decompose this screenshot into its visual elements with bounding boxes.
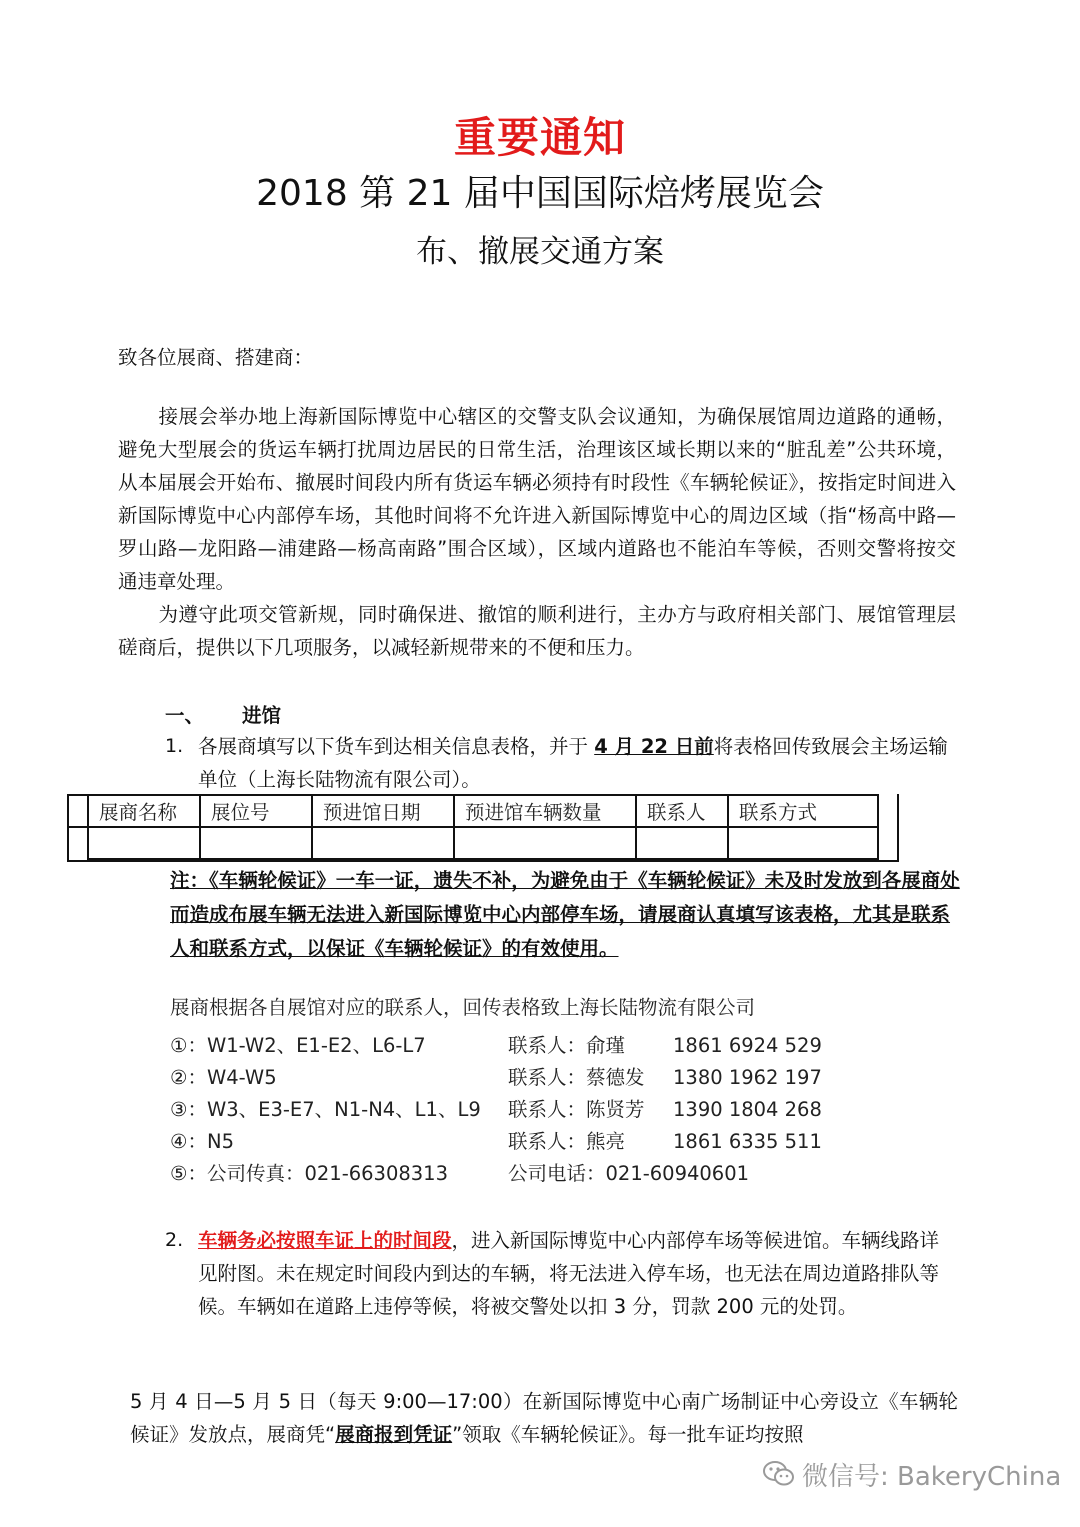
section-title: 进馆: [242, 704, 282, 727]
table-header-cell: 联系人: [636, 795, 728, 827]
item-number: 1.: [165, 735, 184, 757]
watermark-text: 微信号: BakeryChina: [802, 1462, 1062, 1492]
contact-person: 联系人：熊亮: [508, 1130, 626, 1153]
table-header-cell: 展商名称: [88, 795, 200, 827]
document-subtitle: 布、撤展交通方案: [416, 234, 664, 270]
wechat-icon: [762, 1459, 796, 1496]
section-heading: [165, 700, 281, 728]
table-cell[interactable]: [454, 827, 636, 859]
item-number: 2.: [165, 1229, 184, 1251]
contact-row: [170, 1062, 822, 1090]
paragraph-intro: 接展会举办地上海新国际博览中心辖区的交警支队会议通知，为确保展馆周边道路的通畅，避免大型展会的货运车辆打扰周边居民的日常生活，治理该区域长期以来的“脏乱差”公共环境，从本届展会开始布、撤展时间段内所有货运车辆必须持有时段性《车辆轮候证》，按指定时间进入新国际博览中心内部停车场，其他时间将不允许进入新国际博览中心的周边区域（指“杨高中路—罗山路—龙阳路—浦建路—杨高南路”围合区域），区域内道路也不能泊车等候，否则交警将按交通违章处理。: [118, 405, 956, 593]
company-fax: ⑤：公司传真：021-66308313: [170, 1162, 448, 1185]
table-header-cell: 预进馆车辆数量: [454, 795, 636, 827]
table-header-cell: 联系方式: [728, 795, 878, 827]
deadline: 4 月 22 日前: [594, 735, 714, 758]
contact-row: [170, 1094, 822, 1122]
exhibition-title: 2018 第 21 届中国国际焙烤展览会: [256, 173, 824, 214]
contact-phone: 1390 1804 268: [673, 1098, 822, 1121]
contact-phone: 1861 6335 511: [673, 1130, 822, 1153]
arrival-info-table: [67, 794, 879, 860]
greeting: 致各位展商、搭建商：: [118, 346, 314, 369]
contact-halls: ④：N5: [170, 1130, 234, 1153]
item-time-window: 车辆务必按照车证上的时间段，进入新国际博览中心内部停车场等候进馆。车辆线路详见附图。未在规定时间段内到达的车辆，将无法进入停车场，也无法在周边道路排队等候。车辆如在道路上违停等候，将被交警处以扣 3 分，罚款 200 元的处罚。: [198, 1229, 940, 1318]
table-row: [67, 827, 878, 859]
time-window-highlight: 车辆务必按照车证上的时间段: [198, 1229, 452, 1252]
table-cell[interactable]: [200, 827, 312, 859]
note-text: 注：《车辆轮候证》一车一证，遗失不补，为避免由于《车辆轮候证》未及时发放到各展商处而造成布展车辆无法进入新国际博览中心内部停车场，请展商认真填写该表格，尤其是联系人和联系方式，以保证《车辆轮候证》的有效使用。: [170, 869, 960, 960]
contact-halls: ①：W1-W2、E1-E2、L6-L7: [170, 1034, 426, 1057]
table-cell[interactable]: [636, 827, 728, 859]
contact-row: [170, 1030, 822, 1058]
table-header-cell: 展位号: [200, 795, 312, 827]
contact-person: 联系人：陈贤芳: [508, 1098, 645, 1121]
contact-phone: 1380 1962 197: [673, 1066, 822, 1089]
contact-halls: ③：W3、E3-E7、N1-N4、L1、L9: [170, 1098, 481, 1121]
contact-intro: 展商根据各自展馆对应的联系人，回传表格致上海长陆物流有限公司: [170, 996, 756, 1019]
company-phone: 公司电话：021-60940601: [508, 1162, 750, 1185]
section-number: 一、: [165, 704, 205, 727]
paragraph-pickup: 5 月 4 日—5 月 5 日（每天 9:00—17:00）在新国际博览中心南广场制证中心旁设立《车辆轮候证》发放点，展商凭“展商报到凭证”领取《车辆轮候证》。每一批车证均按照: [130, 1390, 958, 1446]
paragraph-services: 为遵守此项交管新规，同时确保进、撤馆的顺利进行，主办方与政府相关部门、展馆管理层磋商后，提供以下几项服务，以减轻新规带来的不便和压力。: [118, 603, 956, 659]
contact-person: 联系人：俞瑾: [508, 1034, 626, 1057]
table-cell[interactable]: [728, 827, 878, 859]
contact-phone: 1861 6924 529: [673, 1034, 822, 1057]
wechat-watermark: [762, 1456, 1061, 1496]
contact-row: [170, 1126, 822, 1154]
notice-heading: 重要通知: [453, 113, 626, 162]
table-header-cell: 预进馆日期: [312, 795, 454, 827]
contact-person: 联系人：蔡德发: [508, 1066, 645, 1089]
registration-voucher: 展商报到凭证: [335, 1423, 453, 1446]
contact-halls: ②：W4-W5: [170, 1066, 277, 1089]
table-header-row: [67, 795, 878, 827]
table-cell[interactable]: [312, 827, 454, 859]
table-cell[interactable]: [88, 827, 200, 859]
item-arrival-form: 各展商填写以下货车到达相关信息表格，并于 4 月 22 日前将表格回传致展会主场运输单位（上海长陆物流有限公司）。: [198, 735, 948, 791]
fax-row: [170, 1158, 749, 1186]
